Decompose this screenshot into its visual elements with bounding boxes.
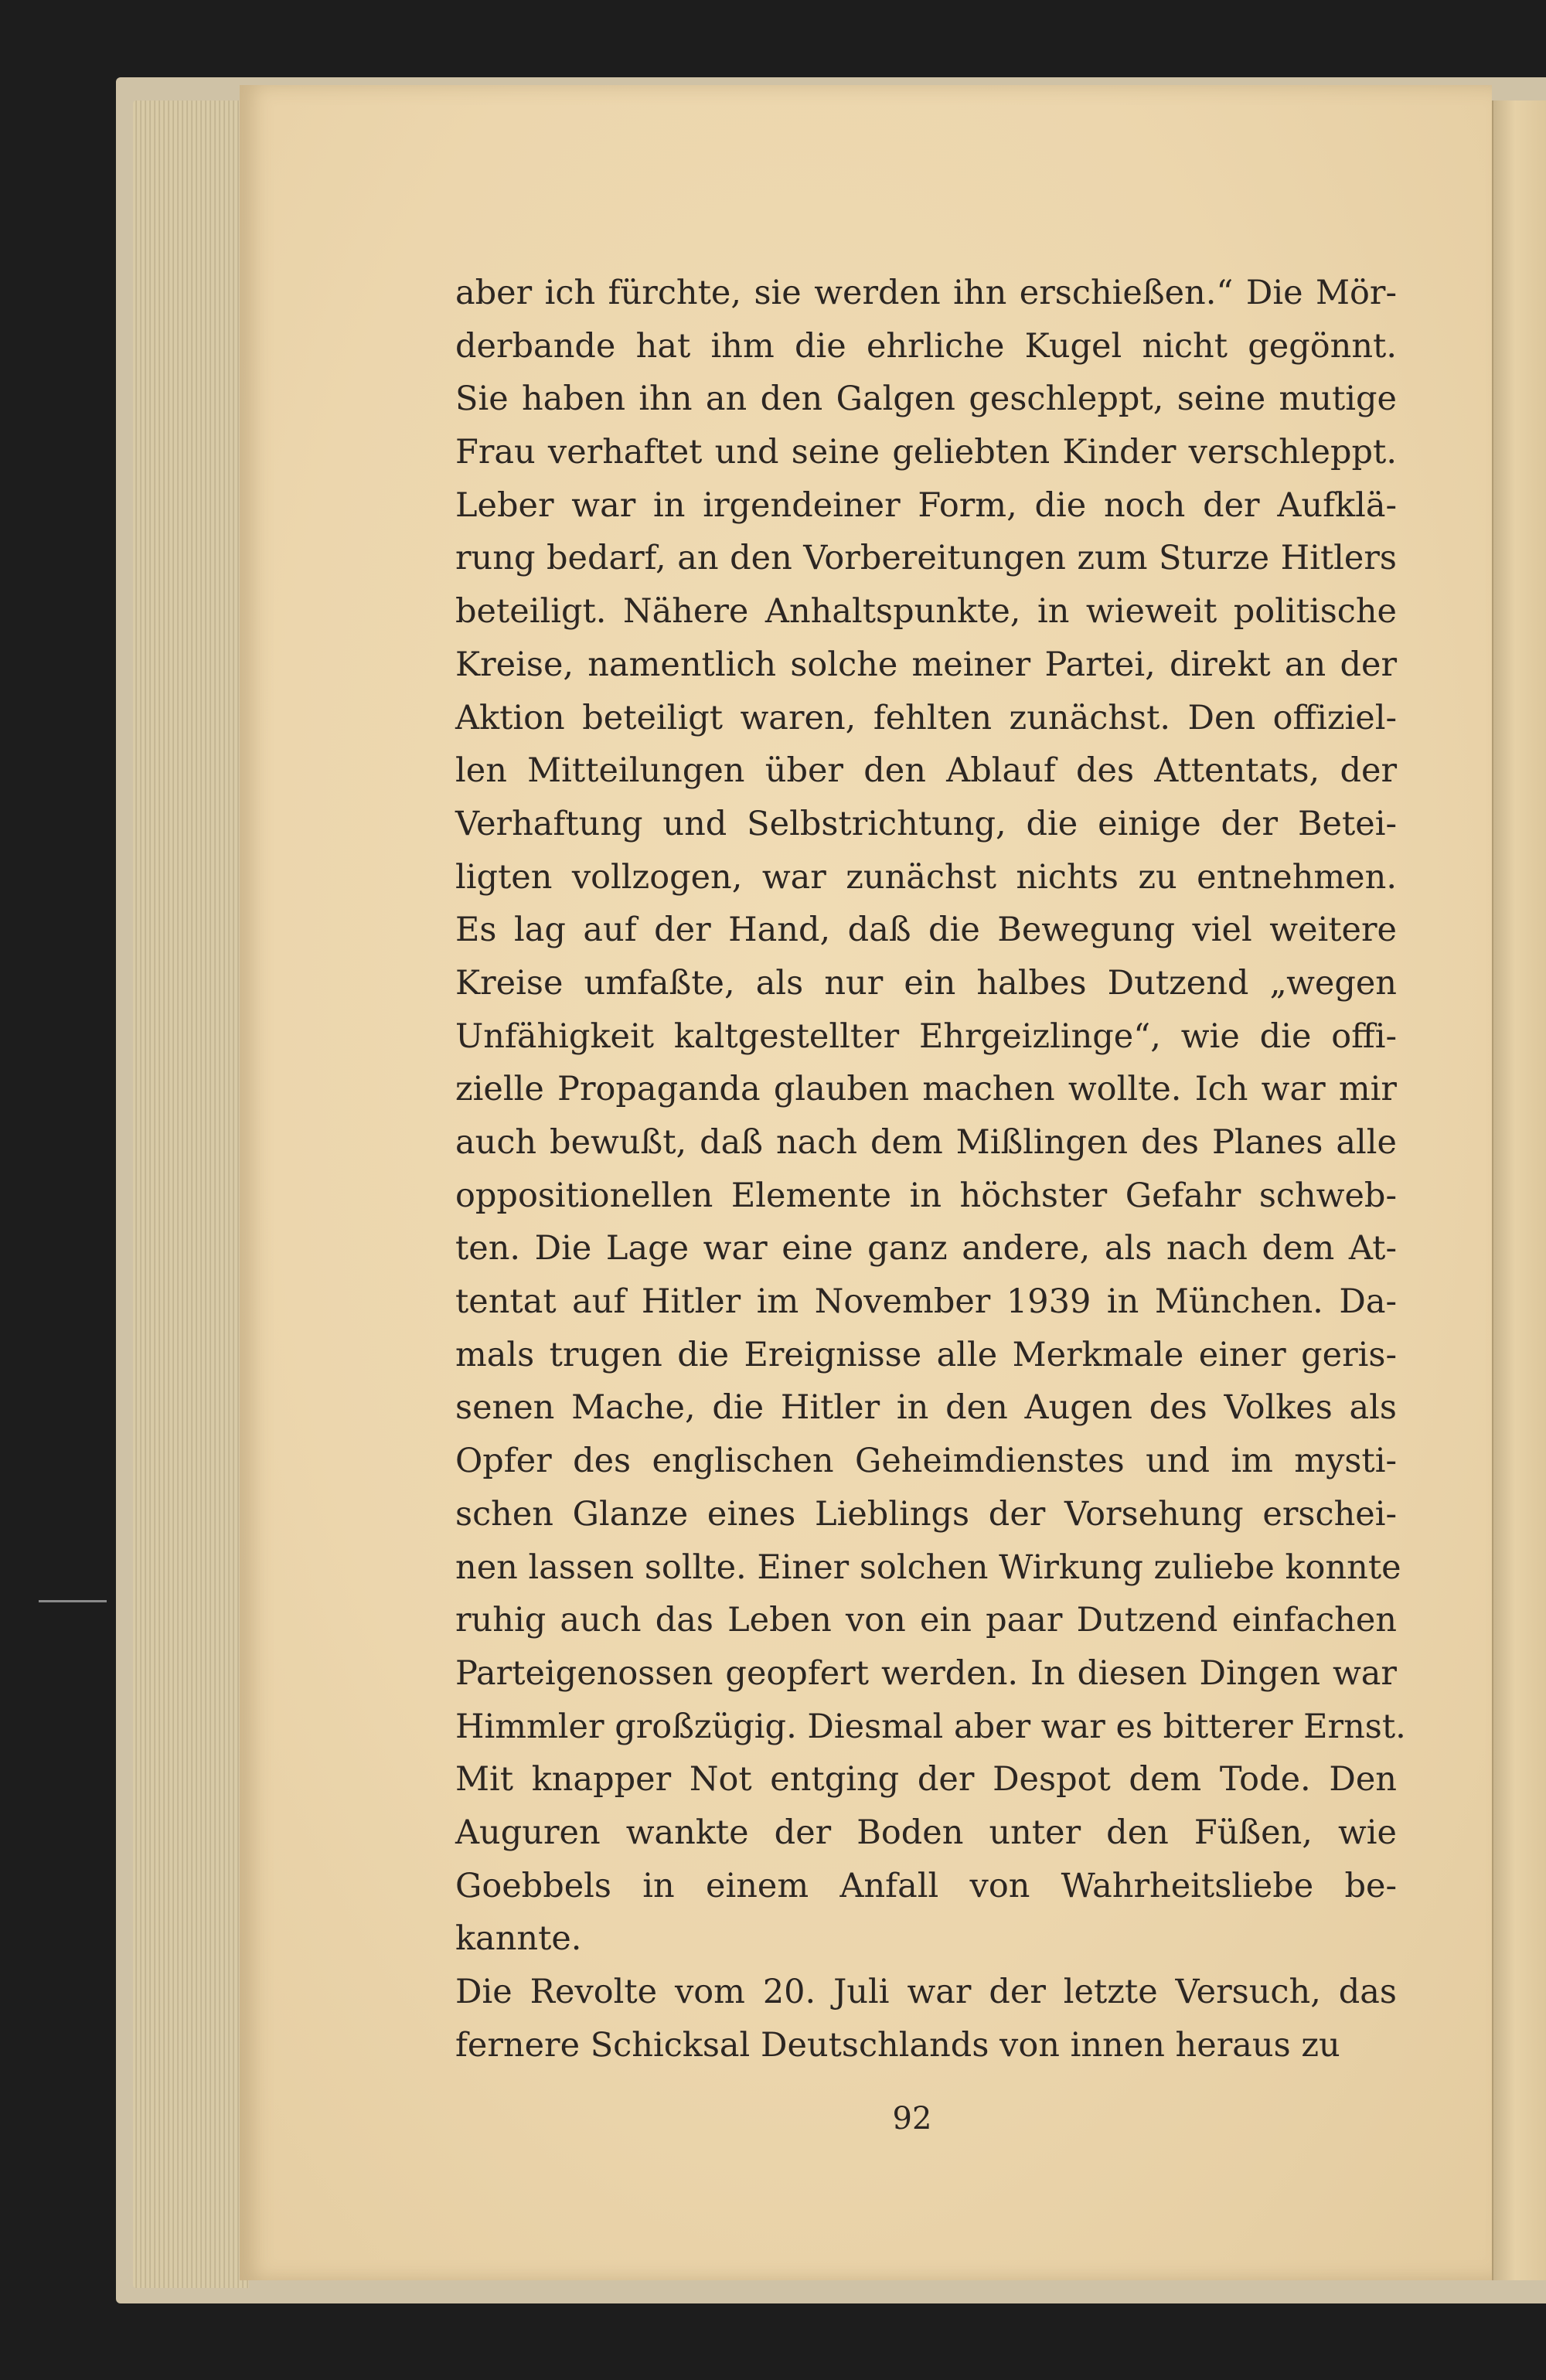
text-line: len Mitteilungen über den Ablauf des Attentats, der [455, 751, 1397, 791]
text-line: auch bewußt, daß nach dem Mißlingen des Planes alle [455, 1123, 1397, 1162]
text-line: ruhig auch das Leben von ein paar Dutzend einfachen [455, 1601, 1397, 1640]
page-edges [133, 100, 249, 2288]
body-text [455, 267, 1406, 2072]
text-line: Unfähigkeit kaltgestellter Ehrgeizlinge“, wie die offi- [455, 1016, 1397, 1056]
text-line: rung bedarf, an den Vorbereitungen zum Sturze Hitlers [455, 539, 1397, 578]
text-line: oppositionellen Elemente in höchster Gefahr schweb- [455, 1176, 1397, 1215]
text-line: Die Revolte vom 20. Juli war der letzte Versuch, das [455, 1973, 1397, 2011]
text-line: fernere Schicksal Deutschlands von innen heraus zu [455, 2025, 1340, 2065]
text-line: Auguren wankte der Boden unter den Füßen, wie [455, 1813, 1397, 1852]
text-line: senen Mache, die Hitler in den Augen des Volkes als [455, 1388, 1397, 1428]
text-line: Sie haben ihn an den Galgen geschleppt, seine mutige [455, 380, 1397, 419]
text-line: Es lag auf der Hand, daß die Bewegung viel weitere [455, 911, 1397, 950]
text-line: tentat auf Hitler im November 1939 in München. Da- [455, 1282, 1397, 1322]
text-line: Goebbels in einem Anfall von Wahrheitsliebe be- [455, 1866, 1397, 1905]
text-line: Opfer des englischen Geheimdienstes und im mysti- [455, 1442, 1397, 1481]
adjacent-page-edge [1492, 100, 1546, 2280]
text-line: Mit knapper Not entging der Despot dem Tode. Den [455, 1760, 1397, 1799]
text-line: Parteigenossen geopfert werden. In diesen Dingen war [455, 1653, 1397, 1693]
text-line: schen Glanze eines Lieblings der Vorsehung erschei- [455, 1494, 1397, 1534]
text-line: Himmler großzügig. Diesmal aber war es bitterer Ernst. [455, 1707, 1406, 1746]
text-line: Kreise umfaßte, als nur ein halbes Dutzend „wegen [455, 963, 1397, 1003]
text-line: Aktion beteiligt waren, fehlten zunächst. Den offiziel- [455, 698, 1397, 737]
text-line: Verhaftung und Selbstrichtung, die einige der Betei- [455, 804, 1397, 843]
text-line: Kreise, namentlich solche meiner Partei, direkt an der [455, 645, 1397, 684]
text-line: nen lassen sollte. Einer solchen Wirkung zuliebe konnte [455, 1548, 1401, 1587]
text-line: ligten vollzogen, war zunächst nichts zu entnehmen. [455, 857, 1397, 897]
text-line: Frau verhaftet und seine geliebten Kinder verschleppt. [455, 433, 1397, 472]
text-line: mals trugen die Ereignisse alle Merkmale einer geris- [455, 1335, 1397, 1374]
text-line: zielle Propaganda glauben machen wollte. Ich war mir [455, 1070, 1397, 1109]
side-mark [39, 1600, 107, 1602]
text-line: Leber war in irgendeiner Form, die noch der Aufklä- [455, 485, 1397, 525]
text-line: ten. Die Lage war eine ganz andere, als nach dem At- [455, 1229, 1397, 1268]
text-line: kannte. [455, 1919, 582, 1959]
text-line: beteiligt. Nähere Anhaltspunkte, in wieweit politische [455, 592, 1397, 632]
text-line: derbande hat ihm die ehrliche Kugel nicht gegönnt. [455, 326, 1397, 366]
text-line: aber ich fürchte, sie werden ihn erschießen.“ Die Mör- [455, 274, 1397, 312]
page-number: 92 [892, 2101, 932, 2137]
